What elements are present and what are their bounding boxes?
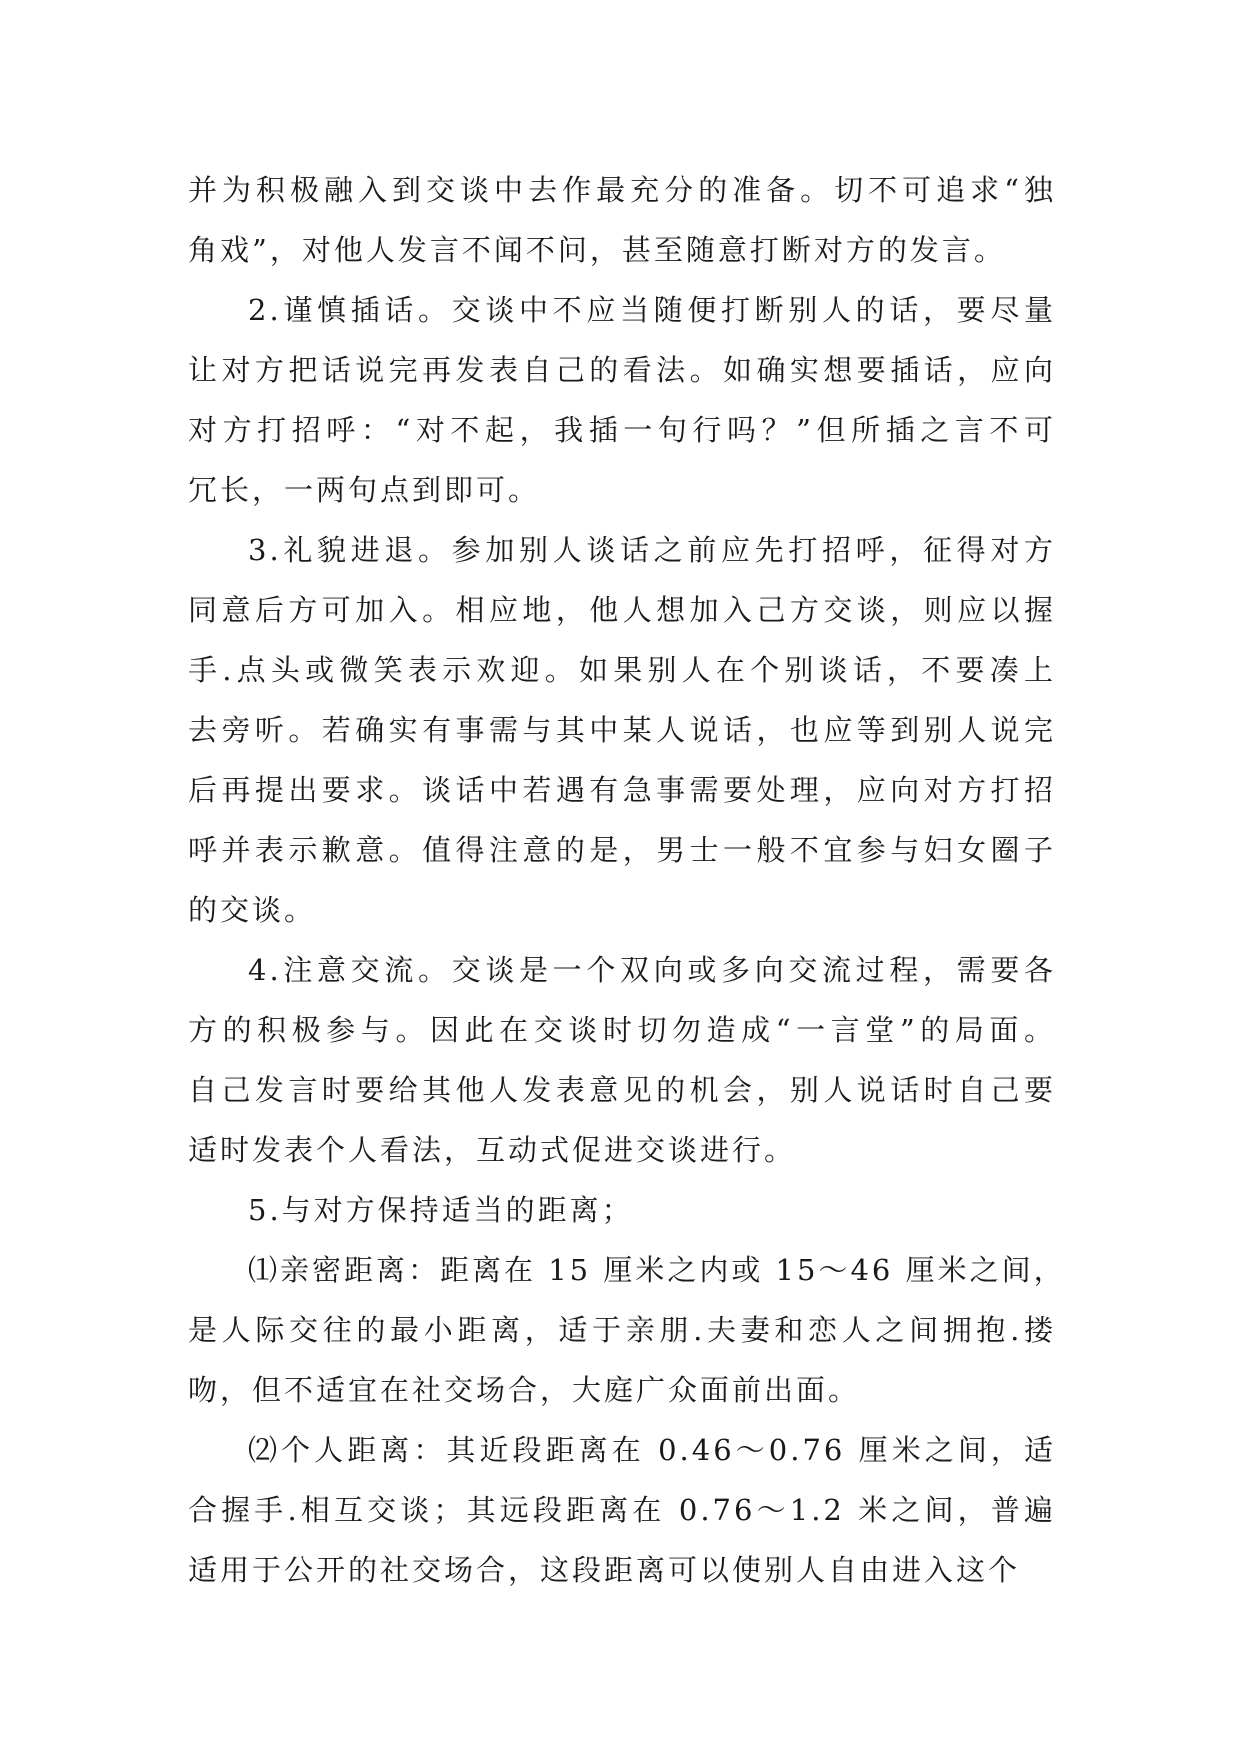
text-line: 并为积极融入到交谈中去作最充分的准备。切不可追求“独: [188, 173, 1056, 207]
text-line: 是人际交往的最小距离，适于亲朋.夫妻和恋人之间拥抱.搂: [188, 1313, 1056, 1347]
text-line: 角戏”，对他人发言不闻不问，甚至随意打断对方的发言。: [188, 233, 1006, 267]
text-line: 自己发言时要给其他人发表意见的机会，别人说话时自己要: [188, 1073, 1056, 1107]
text-line: 后再提出要求。谈话中若遇有急事需要处理，应向对方打招: [188, 773, 1056, 807]
text-line: ⑴亲密距离：距离在 15 厘米之内或 15～46 厘米之间，: [248, 1253, 1066, 1287]
paragraph: [188, 1240, 1066, 1420]
paragraph: [188, 160, 1056, 280]
text-line: 的交谈。: [188, 893, 317, 927]
paragraph: [188, 1420, 1056, 1600]
text-line: 对方打招呼：“对不起，我插一句行吗？”但所插之言不可: [188, 413, 1056, 447]
text-line: 去旁听。若确实有事需与其中某人说话，也应等到别人说完: [188, 713, 1056, 747]
text-line: 3.礼貌进退。参加别人谈话之前应先打招呼，征得对方: [248, 533, 1056, 567]
text-line: 冗长，一两句点到即可。: [188, 473, 541, 507]
text-line: ⑵个人距离：其近段距离在 0.46～0.76 厘米之间，适: [248, 1433, 1056, 1467]
paragraph: [188, 940, 1056, 1180]
text-line: 2.谨慎插话。交谈中不应当随便打断别人的话，要尽量: [248, 293, 1056, 327]
text-line: 让对方把话说完再发表自己的看法。如确实想要插话，应向: [188, 353, 1056, 387]
text-line: 4.注意交流。交谈是一个双向或多向交流过程，需要各: [248, 953, 1056, 987]
paragraph: [188, 1180, 1056, 1240]
document-body: [188, 160, 1066, 1600]
text-line: 呼并表示歉意。值得注意的是，男士一般不宜参与妇女圈子: [188, 833, 1056, 867]
paragraph: [188, 280, 1056, 520]
text-line: 适用于公开的社交场合，这段距离可以使别人自由进入这个: [188, 1553, 1021, 1587]
text-line: 方的积极参与。因此在交谈时切勿造成“一言堂”的局面。: [188, 1013, 1056, 1047]
text-line: 同意后方可加入。相应地，他人想加入己方交谈，则应以握: [188, 593, 1056, 627]
text-line: 5.与对方保持适当的距离；: [248, 1193, 634, 1227]
text-line: 吻，但不适宜在社交场合，大庭广众面前出面。: [188, 1373, 861, 1407]
paragraph: [188, 520, 1056, 940]
text-line: 手.点头或微笑表示欢迎。如果别人在个别谈话，不要凑上: [188, 653, 1056, 687]
text-line: 合握手.相互交谈；其远段距离在 0.76～1.2 米之间，普遍: [188, 1493, 1056, 1527]
text-line: 适时发表个人看法，互动式促进交谈进行。: [188, 1133, 797, 1167]
